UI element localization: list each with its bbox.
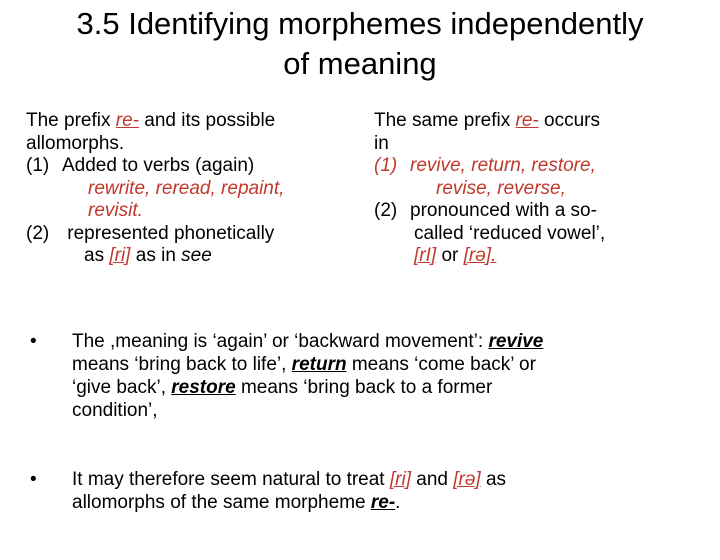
bullet-1-restore: restore (171, 377, 236, 398)
left-item-2-number: (2) (26, 222, 50, 244)
bullet-list (30, 330, 670, 560)
right-item-1-number: (1) (374, 155, 398, 176)
right-item-2-ipa-line (374, 245, 674, 268)
right-intro-prefix: re- (515, 110, 539, 131)
left-item-1-examples-a: rewrite, reread, repaint, (88, 177, 285, 199)
bullet-2-text-a: It may therefore seem natural to treat (72, 469, 390, 490)
left-item-2-word: see (181, 245, 212, 266)
left-item-1-number: (1) (26, 155, 50, 176)
title-line-1: 3.5 Identifying morphemes independently (76, 6, 644, 41)
right-intro-text: The same prefix (374, 110, 516, 131)
bullet-1-text-e: means ‘bring back to a former (235, 377, 493, 398)
left-item-1-examples-b: revisit. (88, 200, 143, 221)
right-intro (374, 110, 674, 133)
right-item-2-ipa-2: [rə]. (463, 245, 497, 266)
bullet-marker: • (30, 469, 37, 490)
bullet-2-and: and (410, 469, 454, 490)
bullet-marker: • (30, 331, 37, 352)
right-intro-text-end: occurs (538, 110, 600, 131)
bullet-2-ipa-ri: [ri] (389, 469, 411, 490)
left-item-2-continuation (26, 245, 356, 268)
left-intro-prefix: re- (115, 110, 139, 131)
right-item-2-text-a: pronounced with a so- (410, 200, 597, 221)
left-item-2 (26, 223, 356, 246)
bullet-1-line-4: condition’, (72, 400, 158, 421)
bullet-1-line-3 (72, 376, 670, 399)
left-item-1 (26, 155, 356, 178)
bullet-2-as: as (480, 469, 507, 490)
right-item-2-ipa-1: [rI] (414, 245, 437, 266)
bullet-1-line-2 (72, 353, 670, 376)
bullet-1-text-b: means ‘bring back to life’, (72, 354, 292, 375)
left-column (26, 110, 356, 268)
bullet-2-prefix: re- (370, 492, 396, 513)
left-item-1-text: Added to verbs (again) (62, 155, 255, 176)
bullet-2-line-1 (72, 468, 670, 491)
bullet-2-text-b: allomorphs of the same morpheme (72, 492, 371, 513)
right-item-2-number: (2) (374, 200, 398, 221)
right-item-2-text-b: called ‘reduced vowel’, (414, 222, 606, 244)
right-item-2-or: or (436, 245, 464, 266)
bullet-item-1 (30, 330, 670, 422)
right-column (374, 110, 674, 268)
slide-title (0, 4, 720, 84)
title-line-2: of meaning (283, 46, 437, 81)
left-intro-text: The prefix (26, 110, 116, 131)
left-item-2-text: represented phonetically (62, 222, 275, 244)
right-item-1 (374, 155, 674, 178)
bullet-2-line-2 (72, 491, 670, 514)
left-intro-line2: allomorphs. (26, 132, 125, 154)
bullet-1-line-1 (72, 330, 670, 353)
left-item-2-mid: as in (130, 245, 182, 266)
left-intro-text-end: and its possible (139, 110, 276, 131)
left-intro (26, 110, 356, 133)
bullet-1-return: return (291, 354, 347, 375)
bullet-item-2 (30, 468, 670, 514)
bullet-2-ipa-re: [rə] (453, 469, 481, 490)
bullet-1-text-a: The ,meaning is ‘again’ or ‘backward movement’: (72, 331, 489, 352)
bullet-1-text-c: means ‘come back’ or (346, 354, 536, 375)
right-item-2 (374, 200, 674, 223)
bullet-1-revive: revive (488, 331, 544, 352)
bullet-2-end: . (395, 492, 401, 513)
left-item-2-ipa: [ri] (109, 245, 131, 266)
bullet-1-text-d: ‘give back’, (72, 377, 172, 398)
right-intro-line2: in (374, 132, 389, 154)
right-item-1-text-b: revise, reverse, (436, 177, 566, 199)
right-item-1-text-a: revive, return, restore, (410, 155, 596, 176)
left-item-2-as: as (84, 245, 110, 266)
